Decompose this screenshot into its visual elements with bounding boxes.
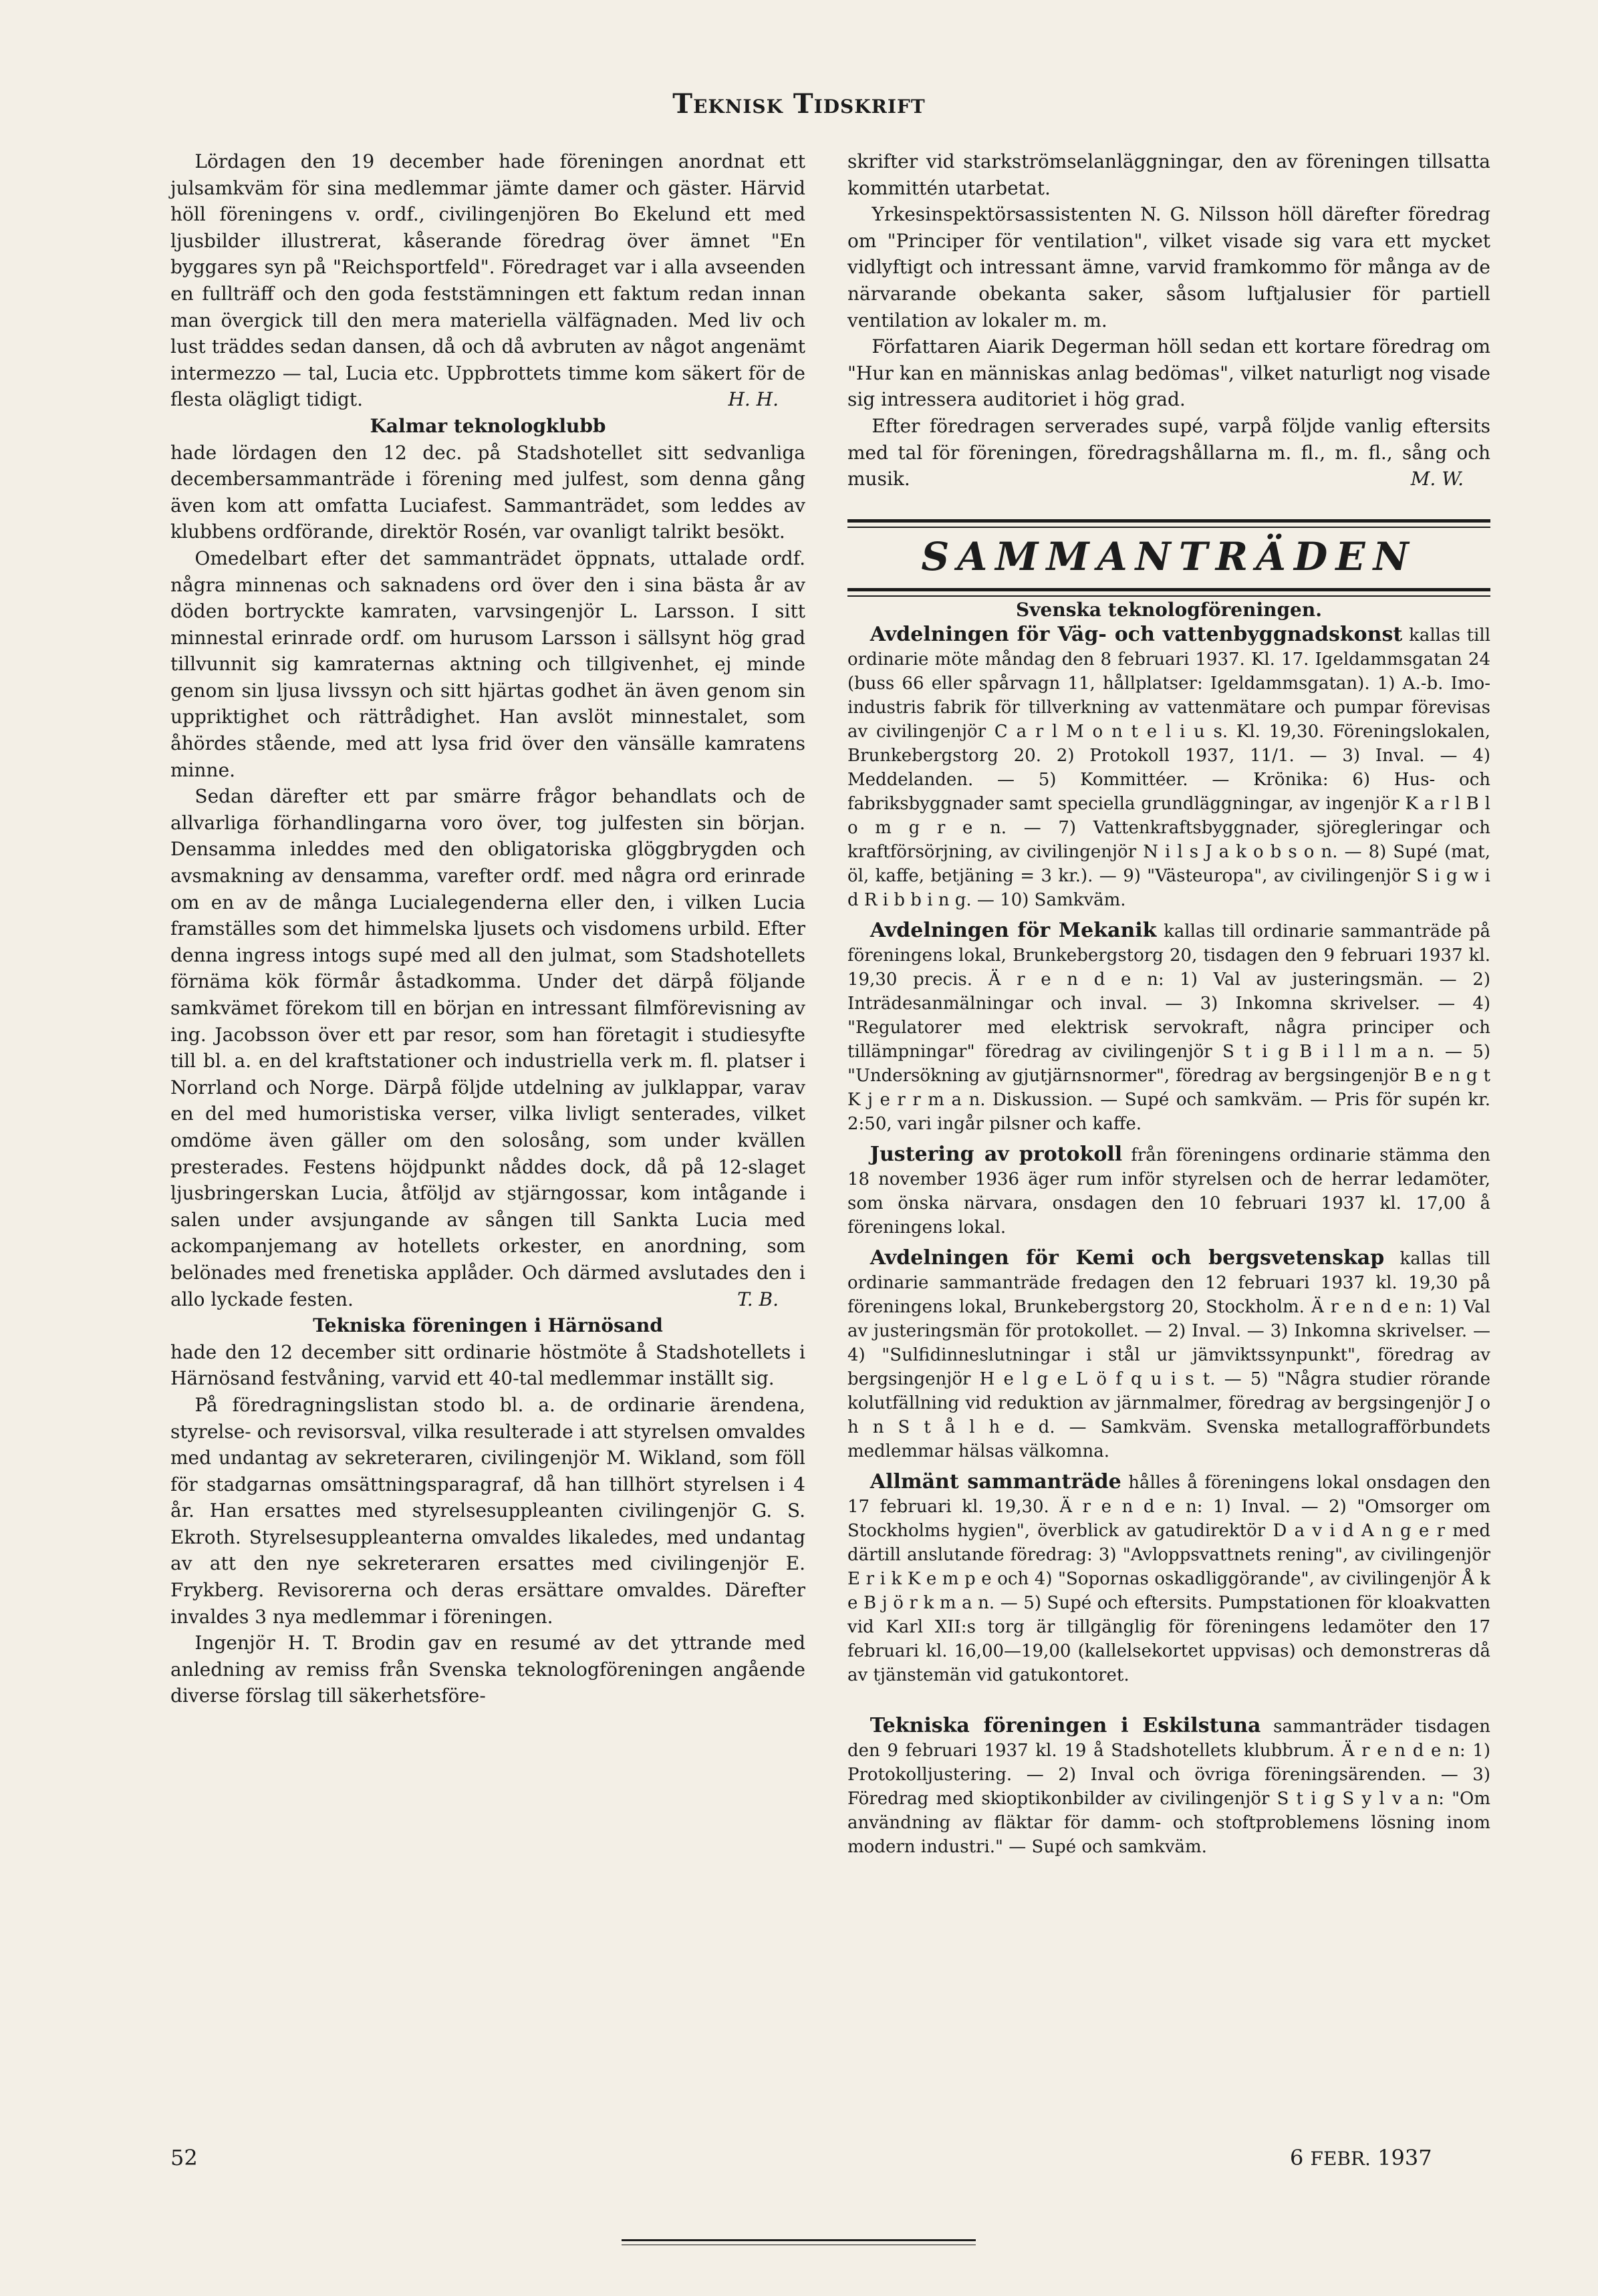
- section-banner: SAMMANTRÄDEN: [921, 533, 1417, 579]
- notice-entry: Avdelningen för Mekanik kallas till ordinarie sammanträde på föreningens lokal, Brunkebergstorg 20, tisdagen den 9 februari 1937 kl. 19,30 precis. Ä r e n d e n: 1) Val av justeringsmän. — 2) Inträdesanmälningar och inval. — 3) Inkomna skrivelser. — 4) "Regulatorer med elektrisk servokraft, några principer och tillämpningar" föredrag av civilingenjör S t i g B i l l m a n. — 5) "Undersökning av gjutjärnsnormer", föredrag av bergsingenjör B e n g t K j e r r m a n. Diskussion. — Supé och samkväm. — Pris för supén kr. 2:50, vari ingår pilsner och kaffe.: [847, 919, 1490, 1135]
- rule: [847, 588, 1490, 591]
- notice-entry: Justering av protokoll från föreningens ordinarie stämma den 18 november 1936 äger rum inför styrelsen och de herrar ledamöter, som önska närvara, onsdagen den 10 februari 1937 kl. 17,00 å föreningens lokal.: [847, 1143, 1490, 1238]
- notice-entry: Allmänt sammanträde hålles å föreningens lokal onsdagen den 17 februari kl. 19,30. Ä r e n d e n: 1) Inval. — 2) "Omsorger om Stockholms hygien", överblick av gatudirektör D a v i d A n g e r med därtill anslutande föredrag: 3) "Avloppsvattnets rening", av civilingenjör E r i k K e m p e och 4) "Sopornas oskadliggörande", av civilingenjör Å k e B j ö r k m a n. — 5) Supé och eftersits. Pumpstationen för kloakvatten vid Karl XII:s torg är tillgänglig för föreningens ledamöter den 17 februari kl. 16,00—19,00 (kallelsekortet uppvisas) och demonstreras då av tjänstemän vid gatukontoret.: [847, 1470, 1491, 1686]
- notice-lead: Avdelningen för Mekanik: [870, 919, 1157, 943]
- paragraph: På föredragningslistan stodo bl. a. de ordinarie ärendena, styrelse- och revisorsval, vilka resulterade i att styrelsen omvaldes med undantag av sekreteraren, civilingenjör M. Wikland, som föll för stadgarnas omsättningsparagraf, då han tillhört styrelsen i 4 år. Han ersattes med styrelsesuppleanten civilingenjör G. S. Ekroth. Styrelsesuppleanterna omvaldes likaledes, med undantag av att den nye sekreteraren ersattes med civilingenjör E. Frykberg. Revisorerna och deras ersättare omvaldes. Därefter invaldes 3 nya medlemmar i föreningen.: [170, 1393, 805, 1628]
- left-column: [170, 148, 805, 1709]
- paragraph: Yrkesinspektörsassistenten N. G. Nilsson höll därefter föredrag om "Principer för ventilation", vilket visade sig vara ett mycket vidlyftigt och intressant ämne, varvid framkommo för många av de närvarande obekanta saker, såsom luftjalusier för partiell ventilation av lokaler m. m.: [847, 203, 1490, 331]
- notice-lead: Avdelningen för Väg- och vattenbyggnadskonst: [870, 623, 1403, 647]
- paragraph: skrifter vid starkströmselanläggningar, den av föreningen tillsatta kommittén utarbetat.: [847, 150, 1490, 199]
- paragraph: Ingenjör H. T. Brodin gav en resumé av det yttrande med anledning av remiss från Svenska teknologföreningen angående diverse förslag till säkerhetsföre-: [170, 1632, 805, 1707]
- notice-lead: Justering av protokoll: [870, 1143, 1123, 1167]
- section-heading-harnosand: Tekniska föreningen i Härnösand: [313, 1314, 663, 1337]
- issue-date: 6 FEBR. 1937: [1290, 2145, 1432, 2170]
- signature: H. H.: [728, 388, 779, 411]
- page-title: Teknisk Tidskrift: [672, 88, 926, 120]
- notice-lead: Tekniska föreningen i Eskilstuna: [870, 1714, 1261, 1738]
- notice-lead: Avdelningen för Kemi och bergsvetenskap: [870, 1246, 1385, 1270]
- paragraph: hade lördagen den 12 dec. på Stadshotellet sitt sedvanliga decembersammanträde i förening med julfest, som denna gång även kom att omfatta Luciafest. Sammanträdet, som leddes av klubbens ordförande, direktör Rosén, var ovanligt talrikt besökt.: [170, 441, 805, 543]
- paragraph: Sedan därefter ett par smärre frågor behandlats och de allvarliga förhandlingarna voro över, tog julfesten sin början. Densamma inleddes med den obligatoriska glöggbrygden och avsmakning av densamma, varefter ordf. med några ord erinrade om en av de många Lucialegenderna eller den, i vilken Lucia framställes som det himmelska ljusets och visdomens urbild. Efter denna ingress intogs supé med all den julmat, som Stadshotellets förnäma kök förmår åstadkomma. Under det därpå följande samkvämet förekom till en början en intressant filmförevisning av ing. Jacobsson över ett par resor, som han företagit i studiesyfte till bl. a. en del kraftstationer och industriella verk m. fl. platser i Norrland och Norge. Därpå följde utdelning av julklappar, varav en del med humoristiska verser, vilka livligt senterades, vilket omdöme även gäller om den solosång, som under kvällen presterades. Festens höjdpunkt nåddes dock, då på 12-slaget ljusbringerskan Lucia, åtföljd av stjärngossar, kom intågande i salen under avsjungande av sången till Sankta Lucia med ackompanjemang av hotellets orkester, en anordning, som belönades med frenetiska applåder. Och därmed avslutades den i allo lyckade festen. T. B.: [170, 783, 805, 1312]
- notice-lead: Allmänt sammanträde: [870, 1470, 1121, 1494]
- signature: M. W.: [1410, 468, 1464, 490]
- right-column: [847, 148, 1490, 1859]
- rule: [847, 519, 1490, 523]
- paragraph: Lördagen den 19 december hade föreningen anordnat ett julsamkväm för sina medlemmar jämte damer och gäster. Härvid höll föreningens v. ordf., civilingenjören Bo Ekelund ett med ljusbilder illustrerat, kåserande föredrag över ämnet "En byggares syn på "Reichsportfeld". Föredraget var i alla avseenden en fullträff och den goda feststämningen ett faktum redan innan man övergick till den mera materiella välfägnaden. Med liv och lust träddes sedan dansen, då och då avbruten av något angenämt intermezzo — tal, Lucia etc. Uppbrottets timme kom säkert för de flesta olägligt tidigt. H. H.: [170, 148, 805, 413]
- paragraph: Efter föredragen serverades supé, varpå följde vanlig eftersits med tal för föreningen, föredragshållarna m. fl., m. fl., sång och musik. M. W.: [847, 413, 1490, 492]
- banner-top-rules: [847, 519, 1490, 528]
- paragraph: Omedelbart efter det sammanträdet öppnats, uttalade ordf. några minnenas och saknadens ord över den i sina bästa år av döden bortryckte kamraten, varvsingenjör L. Larsson. I sitt minnestal erinrade ordf. om hurusom Larsson i sällsynt hög grad tillvunnit sig kamraternas aktning och tillgivenhet, ej minde genom sin ljusa livssyn och sitt hjärtas godhet än även genom sin uppriktighet och rättrådighet. Han avslöt minnestalet, som åhördes stående, med att lysa frid över den vänsälle kamratens minne.: [170, 547, 805, 781]
- page-number: 52: [170, 2145, 198, 2170]
- paragraph: hade den 12 december sitt ordinarie höstmöte å Stadshotellets i Härnösand festvåning, varvid ett 40-tal medlemmar inställt sig.: [170, 1340, 805, 1390]
- footer-rule: [622, 2239, 976, 2241]
- banner-bottom-rules: [847, 588, 1490, 597]
- section-heading-kalmar: Kalmar teknologklubb: [370, 414, 606, 437]
- subsection-heading: Svenska teknologföreningen.: [1016, 598, 1322, 621]
- paragraph: Författaren Aiarik Degerman höll sedan ett kortare föredrag om "Hur kan en människas anlag bedömas", vilket naturligt nog visade sig intressera auditoriet i hög grad.: [847, 335, 1490, 411]
- signature: T. B.: [737, 1288, 779, 1310]
- notice-entry: Avdelningen för Kemi och bergsvetenskap kallas till ordinarie sammanträde fredagen den 12 februari 1937 kl. 19,30 på föreningens lokal, Brunkebergstorg 20, Stockholm. Ä r e n d e n: 1) Val av justeringsmän för protokollet. — 2) Inval. — 3) Inkomna skrivelser. — 4) "Sulfidinneslutningar i stål ur jämviktssynpunkt", föredrag av bergsingenjör H e l g e L ö f q u i s t. — 5) "Några studier rörande kolutfällning vid reduktion av järnmalmer, föredrag av bergsingenjör J o h n S t å l h e d. — Samkväm. Svenska metallografförbundets medlemmar hälsas välkomna.: [847, 1246, 1490, 1462]
- notice-entry: Tekniska föreningen i Eskilstuna sammanträder tisdagen den 9 februari 1937 kl. 19 å Stadshotellets klubbrum. Ä r e n d e n: 1) Protokolljustering. — 2) Inval och övriga föreningsärenden. — 3) Föredrag med skioptikonbilder av civilingenjör S t i g S y l v a n: "Om användning av fläktar för damm- och stoftproblemens lösning inom modern industri." — Supé och samkväm.: [847, 1714, 1491, 1858]
- notice-entry: Avdelningen för Väg- och vattenbyggnadskonst kallas till ordinarie möte måndag den 8 februari 1937. Kl. 17. Igeldammsgatan 24 (buss 66 eller spårvagn 11, hållplatser: Igeldammsgatan). 1) A.-b. Imo-industris fabrik för tillverkning av vattenmätare och pumpar förevisas av civilingenjör C a r l M o n t e l i u s. Kl. 19,30. Föreningslokalen, Brunkebergstorg 20. 2) Protokoll 1937, 11/1. — 3) Inval. — 4) Meddelanden. — 5) Kommittéer. — Krönika: 6) Hus- och fabriksbyggnader samt speciella grundläggningar, av ingenjör K a r l B l o m g r e n. — 7) Vattenkraftsbyggnader, sjöregleringar och kraftförsörjning, av civilingenjör N i l s J a k o b s o n. — 8) Supé (mat, öl, kaffe, betjäning = 3 kr.). — 9) "Västeuropa", av civilingenjör S i g w i d R i b b i n g. — 10) Samkväm.: [847, 623, 1491, 911]
